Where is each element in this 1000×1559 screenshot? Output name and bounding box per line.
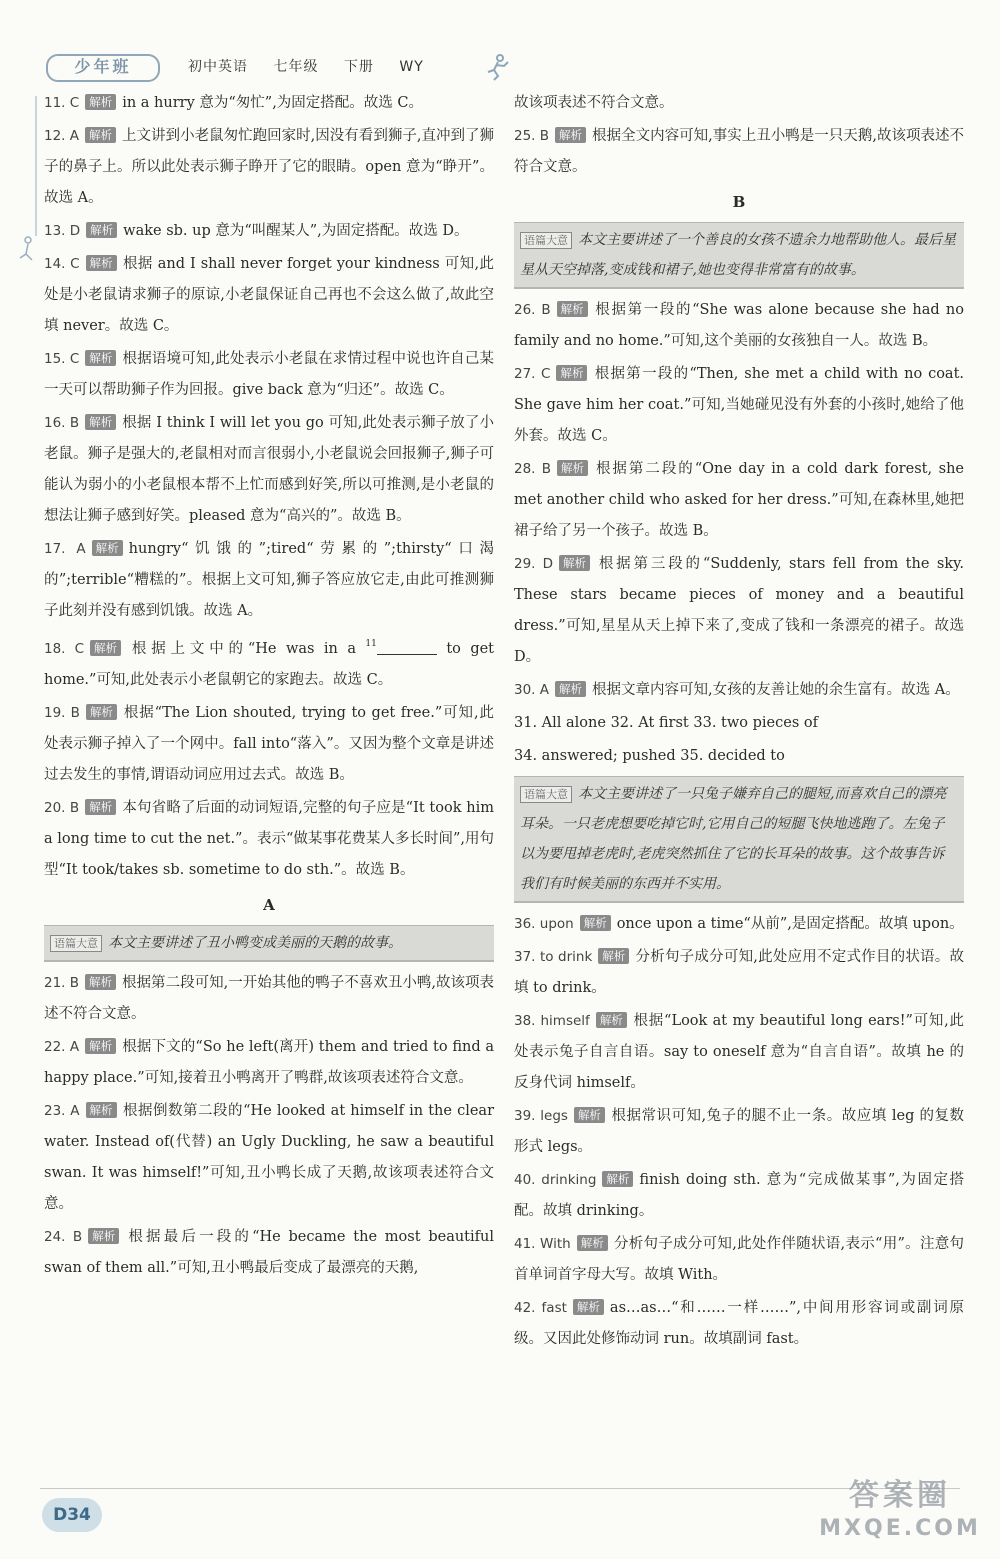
answer-item bbox=[514, 942, 964, 1004]
answer-number: 27. C bbox=[514, 366, 551, 382]
answer-explanation: in a hurry 意为“匆忙”,为固定搭配。故选 C。 bbox=[122, 95, 424, 111]
answer-item bbox=[514, 359, 964, 452]
watermark-title: 答案圈 bbox=[849, 1478, 951, 1513]
right-column bbox=[514, 88, 964, 1357]
analysis-tag: 解析 bbox=[85, 94, 116, 110]
analysis-tag: 解析 bbox=[85, 799, 116, 815]
analysis-tag: 解析 bbox=[88, 1228, 119, 1244]
analysis-tag: 解析 bbox=[90, 640, 121, 656]
answer-explanation: hungry“饥饿的”;tired“劳累的”;thirsty“口渴的”;terrible“糟糕的”。根据上文可知,狮子答应放它走,由此可推测狮子此刻并没有感到饥饿。故选 A。 bbox=[44, 541, 494, 619]
answer-item bbox=[44, 968, 494, 1030]
summary-a-text: 本文主要讲述了丑小鸭变成美丽的天鹅的故事。 bbox=[108, 935, 402, 951]
analysis-tag: 解析 bbox=[86, 704, 117, 720]
summary-c bbox=[514, 776, 964, 903]
answer-number: 11. C bbox=[44, 95, 80, 111]
section-a-heading: A bbox=[263, 896, 275, 914]
answer-number: 25. B bbox=[514, 128, 550, 144]
answer-explanation: 根据上文中的“He was in a bbox=[127, 641, 366, 657]
answer-explanation: 根据“The Lion shouted, trying to get free.”可知,此处表示狮子掉入了一个网中。fall into“落入”。又因为整个文章是讲述过去发生的事情,谓语动词应用过去式。故选 B。 bbox=[44, 705, 494, 783]
answer-item bbox=[44, 344, 494, 406]
volume-label: 下册 bbox=[343, 59, 374, 75]
answer-item bbox=[514, 1165, 964, 1227]
answer-item bbox=[44, 1222, 494, 1284]
answer-number: 21. B bbox=[44, 975, 80, 991]
analysis-tag: 解析 bbox=[85, 350, 116, 366]
answer-explanation: 根据第一段的“Then, she met a child with no coat. She gave him her coat.”可知,当她碰见没有外套的小孩时,她给了他外套。故选 C。 bbox=[514, 366, 965, 444]
analysis-tag: 解析 bbox=[574, 1107, 605, 1123]
answer-number: 15. C bbox=[44, 351, 80, 367]
answer-item bbox=[514, 454, 964, 547]
answer-explanation: 根据第二段的“One day in a cold dark forest, she met another child who asked for her dress.”可知,在森林里,她把裙子给了另一个孩子。故选 B。 bbox=[514, 461, 965, 539]
answer-item bbox=[44, 88, 494, 119]
left-column bbox=[44, 88, 494, 1286]
answer-explanation: 分析句子成分可知,此处应用不定式作目的状语。故填 to drink。 bbox=[514, 949, 964, 996]
answer-explanation: 上文讲到小老鼠匆忙跑回家时,因没有看到狮子,直冲到了狮子的鼻子上。所以此处表示狮子睁开了它的眼睛。open 意为“睁开”。故选 A。 bbox=[44, 128, 495, 206]
answer-number: 18. C bbox=[44, 641, 85, 657]
site-watermark bbox=[812, 1476, 988, 1556]
answer-explanation: 根据文章内容可知,女孩的友善让她的余生富有。故选 A。 bbox=[592, 682, 960, 698]
answer-explanation: 根据第一段的“She was alone because she had no family and no home.”可知,这个美丽的女孩独自一人。故选 B。 bbox=[514, 302, 964, 349]
answer-number: 36. upon bbox=[514, 916, 574, 932]
page-number: D34 bbox=[42, 1498, 102, 1532]
answer-explanation: wake sb. up 意为“叫醒某人”,为固定搭配。故选 D。 bbox=[123, 223, 469, 239]
summary-tag: 语篇大意 bbox=[50, 935, 102, 952]
answer-number: 12. A bbox=[44, 128, 80, 144]
answer-number: 22. A bbox=[44, 1039, 80, 1055]
analysis-tag: 解析 bbox=[86, 222, 117, 238]
analysis-tag: 解析 bbox=[85, 414, 116, 430]
analysis-tag: 解析 bbox=[555, 681, 586, 697]
grade-label: 七年级 bbox=[273, 59, 319, 75]
analysis-tag: 解析 bbox=[92, 540, 123, 556]
answer-number: 37. to drink bbox=[514, 949, 593, 965]
answer-item bbox=[44, 793, 494, 886]
answer-number: 14. C bbox=[44, 256, 80, 272]
answer-explanation: 根据 and I shall never forget your kindness 可知,此处是小老鼠请求狮子的原谅,小老鼠保证自己再也不会这么做了,故此空填 never。故选 C。 bbox=[44, 256, 494, 334]
answer-number: 41. With bbox=[514, 1236, 571, 1252]
analysis-tag: 解析 bbox=[596, 1012, 627, 1028]
book-info bbox=[188, 56, 444, 76]
answer-item bbox=[514, 121, 964, 183]
short-answers-line-1: 31. All alone 32. At first 33. two pieces of bbox=[514, 715, 818, 731]
answer-number: 42. fast bbox=[514, 1300, 567, 1316]
answer-item bbox=[44, 534, 494, 627]
answer-explanation: 本句省略了后面的动词短语,完整的句子应是“It took him a long time to cut the net.”。表示“做某事花费某人多长时间”,用句型“It took/takes sb. sometime to do sth.”。故选 B。 bbox=[44, 800, 494, 878]
answer-explanation: 根据下文的“So he left(离开) them and tried to find a happy place.”可知,接着丑小鸭离开了鸭群,故该项表述符合文意。 bbox=[44, 1039, 495, 1086]
page-header bbox=[40, 48, 510, 84]
answer-number: 28. B bbox=[514, 461, 551, 477]
answer-item bbox=[44, 249, 494, 342]
short-answers-line-2: 34. answered; pushed 35. decided to bbox=[514, 748, 785, 764]
answer-number: 30. A bbox=[514, 682, 549, 698]
answer-item bbox=[514, 675, 964, 706]
blank-line bbox=[377, 640, 437, 655]
analysis-tag: 解析 bbox=[556, 365, 587, 381]
section-b-heading: B bbox=[732, 193, 746, 211]
answer-explanation: once upon a time“从前”,是固定搭配。故填 upon。 bbox=[616, 916, 964, 932]
answer-explanation: 分析句子成分可知,此处作伴随状语,表示“用”。注意句首单词首字母大写。故填 With。 bbox=[514, 1236, 964, 1283]
answer-item bbox=[44, 698, 494, 791]
summary-c-text: 本文主要讲述了一只兔子嫌弃自己的腿短,而喜欢自己的漂亮耳朵。一只老虎想要吃掉它时,它用自己的短腿飞快地逃跑了。左兔子以为要甩掉老虎时,老虎突然抓住了它的长耳朵的故事。这个故事告诉我们有时候美丽的东西并不实用。 bbox=[520, 786, 947, 892]
answer-item bbox=[514, 1006, 964, 1099]
analysis-tag: 解析 bbox=[559, 555, 590, 571]
analysis-tag: 解析 bbox=[602, 1171, 633, 1187]
margin-decoration-icon bbox=[16, 96, 46, 296]
answer-explanation: 根据 I think I will let you go 可知,此处表示狮子放了小老鼠。狮子是强大的,老鼠相对而言很弱小,小老鼠说会回报狮子,狮子可能认为弱小的小老鼠根本帮不上忙而感到好笑,所以可推测,是小老鼠的想法让狮子感到好笑。pleased 意为“高兴的”。故选 B。 bbox=[44, 415, 494, 524]
answer-explanation-cont: to get home.”可知,此处表示小老鼠朝它的家跑去。故选 C。 bbox=[44, 641, 495, 688]
analysis-tag: 解析 bbox=[557, 301, 588, 317]
summary-tag: 语篇大意 bbox=[520, 232, 572, 249]
analysis-tag: 解析 bbox=[577, 1235, 608, 1251]
analysis-tag: 解析 bbox=[86, 255, 117, 271]
answer-item bbox=[44, 1096, 494, 1220]
answer-item bbox=[44, 408, 494, 532]
answer-explanation: 根据倒数第二段的“He looked at himself in the clear water. Instead of(代替) an Ugly Duckling, he saw a beautiful swan. It was himself!”可知,丑小鸭长成了天鹅,故该项表述符合文意。 bbox=[44, 1103, 495, 1212]
blank-number: 11 bbox=[365, 639, 377, 649]
answer-item bbox=[44, 121, 494, 214]
answer-item bbox=[44, 1032, 494, 1094]
answer-item bbox=[44, 629, 494, 696]
edition-label: WY bbox=[399, 59, 424, 75]
answer-number: 17. A bbox=[44, 541, 86, 557]
answer-number: 23. A bbox=[44, 1103, 80, 1119]
answer-number: 29. D bbox=[514, 556, 553, 572]
answer-number: 40. drinking bbox=[514, 1172, 597, 1188]
summary-b-text: 本文主要讲述了一个善良的女孩不遗余力地帮助他人。最后星星从天空掉落,变成钱和裙子,她也变得非常富有的故事。 bbox=[520, 232, 956, 278]
answer-number: 38. himself bbox=[514, 1013, 590, 1029]
answer-number: 16. B bbox=[44, 415, 80, 431]
answer-item bbox=[44, 216, 494, 247]
answer-item bbox=[514, 295, 964, 357]
answer-item bbox=[514, 1229, 964, 1291]
analysis-tag: 解析 bbox=[85, 974, 116, 990]
answer-explanation: as…as…“和……一样……”,中间用形容词或副词原级。又因此处修饰动词 run。故填副词 fast。 bbox=[514, 1300, 964, 1347]
summary-b bbox=[514, 222, 964, 289]
answer-item bbox=[514, 1293, 964, 1355]
subject-label: 初中英语 bbox=[188, 59, 248, 75]
watermark-url: MXQE.COM bbox=[819, 1516, 981, 1541]
answer-item bbox=[514, 1101, 964, 1163]
answer-number: 13. D bbox=[44, 223, 81, 239]
series-logo: 少年班 bbox=[46, 54, 160, 82]
answer-item bbox=[514, 909, 964, 940]
answer-number: 39. legs bbox=[514, 1108, 568, 1124]
answer-number: 24. B bbox=[44, 1229, 83, 1245]
answer-explanation: 根据语境可知,此处表示小老鼠在求情过程中说也许自己某一天可以帮助狮子作为回报。give back 意为“归还”。故选 C。 bbox=[44, 351, 495, 398]
answer-item bbox=[514, 549, 964, 673]
analysis-tag: 解析 bbox=[555, 127, 586, 143]
analysis-tag: 解析 bbox=[580, 915, 611, 931]
analysis-tag: 解析 bbox=[573, 1299, 604, 1315]
answer-explanation: 根据常识可知,兔子的腿不止一条。故应填 leg 的复数形式 legs。 bbox=[514, 1108, 965, 1155]
answer-explanation: 根据第三段的“Suddenly, stars fell from the sky. These stars became pieces of money and a beautiful dress.”可知,星星从天上掉下来了,变成了钱和一条漂亮的裙子。故选 D。 bbox=[514, 556, 964, 665]
answer-number: 20. B bbox=[44, 800, 80, 816]
answer-explanation: 根据全文内容可知,事实上丑小鸭是一只天鹅,故该项表述不符合文意。 bbox=[514, 128, 964, 175]
answer-number: 19. B bbox=[44, 705, 80, 721]
continuation-text: 故该项表述不符合文意。 bbox=[514, 95, 674, 111]
runner-icon bbox=[482, 52, 512, 82]
analysis-tag: 解析 bbox=[557, 460, 588, 476]
analysis-tag: 解析 bbox=[85, 1038, 116, 1054]
analysis-tag: 解析 bbox=[598, 948, 629, 964]
answer-explanation: 根据第二段可知,一开始其他的鸭子不喜欢丑小鸭,故该项表述不符合文意。 bbox=[44, 975, 494, 1022]
answer-number: 26. B bbox=[514, 302, 551, 318]
answer-explanation: 根据最后一段的“He became the most beautiful swan of them all.”可知,丑小鸭最后变成了最漂亮的天鹅, bbox=[44, 1229, 494, 1276]
analysis-tag: 解析 bbox=[86, 1102, 117, 1118]
analysis-tag: 解析 bbox=[85, 127, 116, 143]
summary-tag: 语篇大意 bbox=[520, 786, 572, 803]
answer-explanation: 根据“Look at my beautiful long ears!”可知,此处表示兔子自言自语。say to oneself 意为“自言自语”。故填 he 的反身代词 himself。 bbox=[514, 1013, 965, 1091]
answer-explanation: finish doing sth. 意为“完成做某事”,为固定搭配。故填 drinking。 bbox=[514, 1172, 964, 1219]
summary-a bbox=[44, 925, 494, 962]
